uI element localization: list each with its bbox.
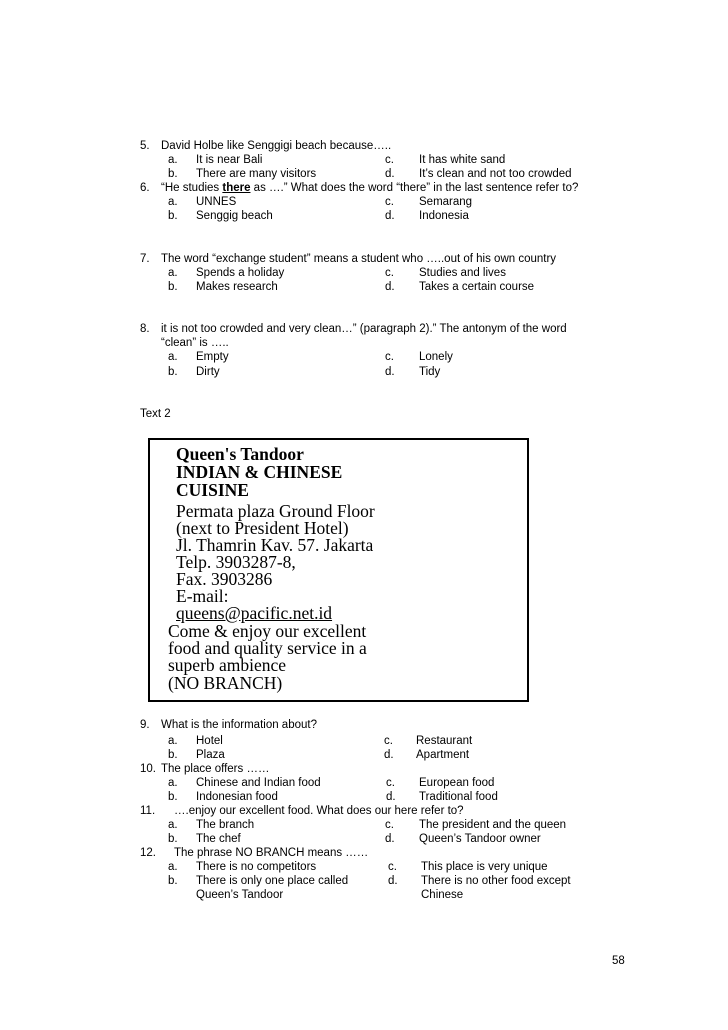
q8-option-b: Dirty (196, 366, 220, 378)
page-number: 58 (612, 955, 625, 967)
ad-email-link[interactable]: queens@pacific.net.id (176, 603, 333, 623)
q11-question: ….enjoy our excellent food. What does our here refer to? (174, 805, 464, 817)
q12-option-d-letter: d. (388, 875, 398, 887)
q7-option-d: Takes a certain course (419, 281, 535, 293)
q7-option-c: Studies and lives (419, 267, 506, 279)
q11-option-a-letter: a. (168, 819, 178, 831)
q5-question: David Holbe like Senggigi beach because….. (161, 140, 392, 152)
q12-option-a: There is no competitors (196, 861, 317, 873)
ad-email-label: E-mail: (176, 586, 229, 606)
q9-option-a-letter: a. (168, 735, 178, 747)
q6-option-d-letter: d. (385, 210, 395, 222)
q10-option-c: European food (419, 777, 495, 789)
ad-no-branch: (NO BRANCH) (168, 673, 283, 693)
q10-option-b-letter: b. (168, 791, 178, 803)
q9-option-d-letter: d. (384, 749, 394, 761)
q11-option-d: Queen’s Tandoor owner (419, 833, 541, 845)
ad-title: Queen's Tandoor (176, 444, 304, 464)
q5-option-d: It’s clean and not too crowded (419, 168, 572, 180)
q9-option-c-letter: c. (384, 735, 393, 747)
q8-option-c: Lonely (419, 351, 453, 363)
q6-option-a-letter: a. (168, 196, 178, 208)
q5-option-c-letter: c. (385, 154, 394, 166)
q6-question-emphasis: there (222, 182, 251, 194)
q5-option-b: There are many visitors (196, 168, 317, 180)
q9-option-b: Plaza (196, 749, 225, 761)
q11-option-d-letter: d. (385, 833, 395, 845)
q6-question-post: as ….” What does the word “there” in the last sentence refer to? (250, 182, 579, 194)
q6-option-b-letter: b. (168, 210, 178, 222)
q8-option-c-letter: c. (385, 351, 394, 363)
q12-option-a-letter: a. (168, 861, 178, 873)
q11-option-c-letter: c. (385, 819, 394, 831)
q7-question: The word “exchange student” means a student who …..out of his own country (161, 253, 557, 265)
q12-option-b-cont: Queen’s Tandoor (196, 889, 284, 901)
q12-option-d-cont: Chinese (421, 889, 464, 901)
q7-option-b: Makes research (196, 281, 278, 293)
q9-option-d: Apartment (416, 749, 470, 761)
ad-subtitle-1: INDIAN & CHINESE (176, 462, 343, 482)
q7-option-b-letter: b. (168, 281, 178, 293)
q9-option-b-letter: b. (168, 749, 178, 761)
q7-option-d-letter: d. (385, 281, 395, 293)
q12-option-b-letter: b. (168, 875, 178, 887)
q6-question-pre: “He studies (161, 182, 223, 194)
q11-option-b: The chef (196, 833, 241, 845)
q5-option-d-letter: d. (385, 168, 395, 180)
q12-number: 12. (140, 847, 156, 859)
q10-option-c-letter: c. (386, 777, 395, 789)
q10-question: The place offers …… (161, 763, 270, 775)
q10-option-b: Indonesian food (196, 791, 278, 803)
q8-number: 8. (140, 323, 150, 335)
ad-address-2: (next to President Hotel) (176, 518, 349, 538)
q8-option-a: Empty (196, 351, 229, 363)
q6-option-a: UNNES (196, 196, 237, 208)
ad-slogan-3: superb ambience (168, 655, 287, 675)
q11-option-c: The president and the queen (419, 819, 567, 831)
q12-option-c: This place is very unique (421, 861, 548, 873)
q12-option-d: There is no other food except (421, 875, 571, 887)
q8-option-d: Tidy (419, 366, 441, 378)
q7-number: 7. (140, 253, 150, 265)
q10-number: 10. (140, 763, 156, 775)
restaurant-advertisement (148, 438, 529, 702)
q5-option-a: It is near Bali (196, 154, 263, 166)
q6-option-b: Senggig beach (196, 210, 273, 222)
q10-option-a: Chinese and Indian food (196, 777, 321, 789)
ad-slogan-1: Come & enjoy our excellent (168, 621, 367, 641)
q8-option-d-letter: d. (385, 366, 395, 378)
q6-option-d: Indonesia (419, 210, 469, 222)
q5-number: 5. (140, 140, 150, 152)
q7-option-a-letter: a. (168, 267, 178, 279)
q9-question: What is the information about? (161, 719, 317, 731)
ad-fax: Fax. 3903286 (176, 569, 273, 589)
ad-slogan-2: food and quality service in a (168, 638, 367, 658)
text2-heading: Text 2 (140, 408, 171, 420)
q8-option-b-letter: b. (168, 366, 178, 378)
q8-option-a-letter: a. (168, 351, 178, 363)
q12-option-b: There is only one place called (196, 875, 349, 887)
q9-option-a: Hotel (196, 735, 223, 747)
q10-option-d-letter: d. (386, 791, 396, 803)
q6-option-c-letter: c. (385, 196, 394, 208)
q9-option-c: Restaurant (416, 735, 473, 747)
q5-option-b-letter: b. (168, 168, 178, 180)
ad-subtitle-2: CUISINE (176, 480, 249, 500)
q11-option-a: The branch (196, 819, 255, 831)
q5-option-a-letter: a. (168, 154, 178, 166)
q6-option-c: Semarang (419, 196, 473, 208)
q11-option-b-letter: b. (168, 833, 178, 845)
ad-address-3: Jl. Thamrin Kav. 57. Jakarta (176, 535, 374, 555)
q10-option-d: Traditional food (419, 791, 498, 803)
q10-option-a-letter: a. (168, 777, 178, 789)
ad-phone: Telp. 3903287-8, (176, 552, 296, 572)
q5-option-c: It has white sand (419, 154, 506, 166)
q6-question (161, 181, 578, 195)
q8-question-line1: it is not too crowded and very clean…” (paragraph 2).” The antonym of the word (161, 323, 567, 335)
q12-option-c-letter: c. (388, 861, 397, 873)
q9-number: 9. (140, 719, 150, 731)
q6-number: 6. (140, 182, 150, 194)
q8-question-line2: “clean” is ….. (161, 337, 229, 349)
q7-option-a: Spends a holiday (196, 267, 285, 279)
q7-option-c-letter: c. (385, 267, 394, 279)
q11-number: 11. (140, 805, 156, 817)
ad-address-1: Permata plaza Ground Floor (176, 501, 375, 521)
q12-question: The phrase NO BRANCH means …… (174, 847, 369, 859)
